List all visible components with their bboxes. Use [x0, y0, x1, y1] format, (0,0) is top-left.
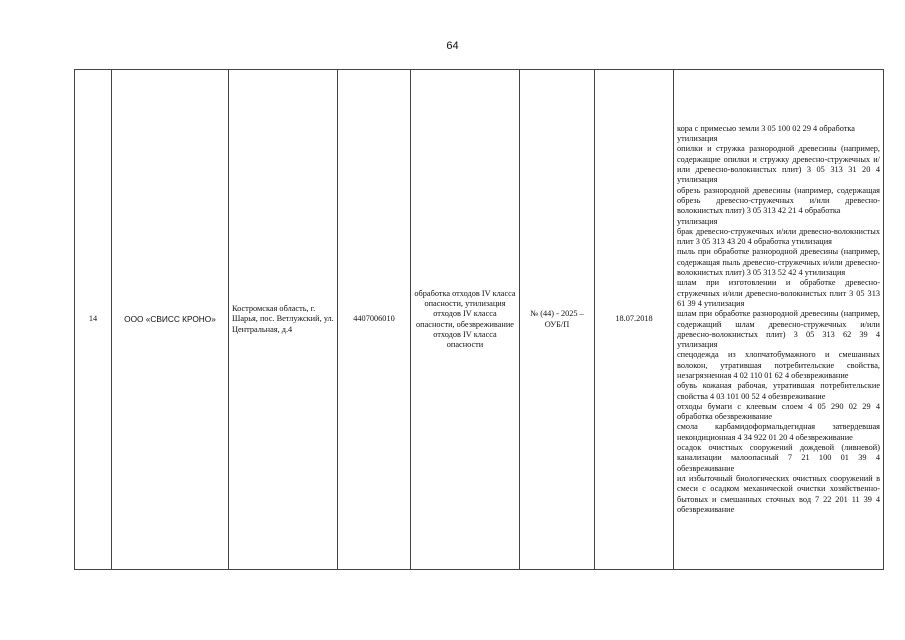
organization-name-cell: ООО «СВИСС КРОНО»	[112, 70, 229, 570]
waste-line: отходы бумаги с клеевым слоем 4 05 290 02 29 4 обработка обезвреживание	[677, 401, 880, 422]
waste-line: смола карбамидоформальдегидная затвердевшая некондиционная 4 34 922 01 20 4 обезвреживание	[677, 422, 880, 442]
address-cell: Костромская область, г. Шарья, пос. Ветлужский, ул. Центральная, д.4	[229, 70, 338, 570]
license-number-cell: № (44) - 2025 – ОУБ/П	[520, 70, 595, 570]
inn-cell: 4407006010	[338, 70, 411, 570]
row-number-cell: 14	[75, 70, 112, 570]
license-date-cell: 18.07.2018	[595, 70, 674, 570]
waste-line: шлам при обработке разнородной древесины (например, содержащий шлам древесно-стружечных и/или древесно-волокнистых плит) 3 05 313 62 39 4 утилизация	[677, 309, 880, 350]
waste-list-cell	[674, 70, 884, 570]
page-number: 64	[446, 40, 459, 52]
waste-line: опилки и стружка разнородной древесины (например, содержащие опилки и стружку древесно-стружечных и/или древесно-волокнистых плит) 3 05 313 31 20 4 утилизация	[677, 144, 880, 185]
waste-line: шлам при изготовлении и обработке древесно-стружечных и/или древесно-волокнистых плит 3 05 313 61 39 4 утилизация	[677, 278, 880, 308]
waste-line: спецодежда из хлопчатобумажного и смешанных волокон, утратившая потребительские свойства, незагрязненная 4 02 110 01 62 4 обезвреживание	[677, 350, 880, 380]
waste-line: утилизация	[677, 134, 718, 144]
waste-line: пыль при обработке разнородной древесины (например, содержащая пыль древесно-стружечных и/или древесно-волокнистых плит) 3 05 313 52 42 4 утилизация	[677, 247, 880, 278]
register-table	[74, 69, 884, 570]
activity-cell: обработка отходов IV класса опасности, утилизация отходов IV класса опасности, обезвреживание отходов IV класса опасности	[411, 70, 520, 570]
waste-line: обувь кожаная рабочая, утратившая потребительские свойства 4 03 101 00 52 4 обезвреживание	[677, 381, 880, 401]
waste-line: осадок очистных сооружений дождевой (ливневой) канализации малоопасный 7 21 100 01 39 4 обезвреживание	[677, 443, 880, 473]
table-row	[75, 70, 884, 570]
waste-line: брак древесно-стружечных и/или древесно-волокнистых плит 3 05 313 43 20 4 обработка утилизация	[677, 226, 880, 247]
waste-line: ил избыточный биологических очистных сооружений в смеси с осадком механической очистки хозяйственно-бытовых и смешанных сточных вод 7 22 201 11 39 4 обезвреживание	[677, 473, 880, 514]
waste-line: утилизация	[677, 216, 718, 226]
waste-line: кора с примесью земли 3 05 100 02 29 4 обработка	[677, 123, 855, 133]
waste-line: обрезь разнородной древесины (например, содержащая обрезь древесно-стружечных и/или древесно-волокнистых плит) 3 05 313 42 21 4 обработка	[677, 185, 880, 216]
